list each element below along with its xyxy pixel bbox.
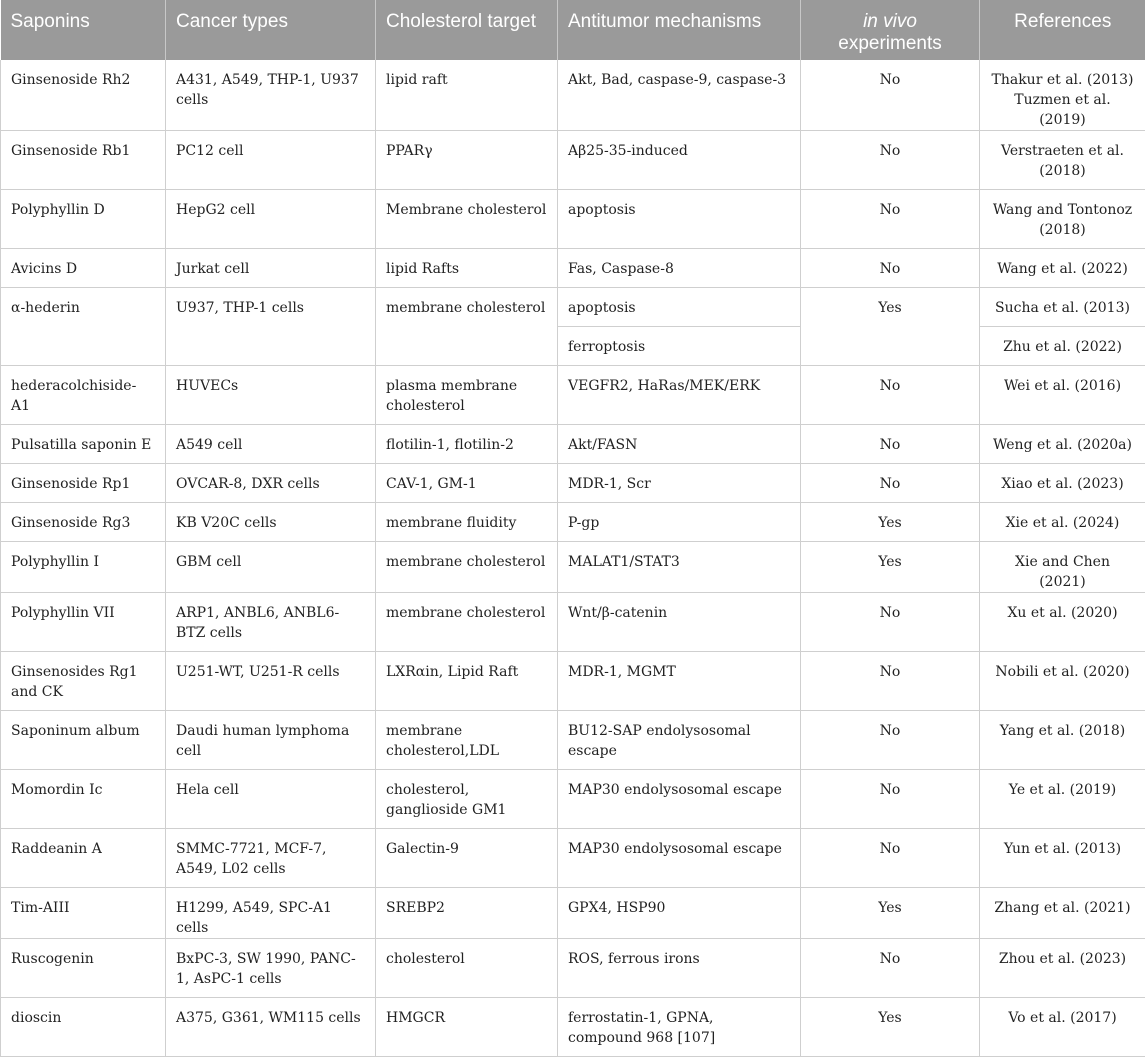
header-saponins: Saponins bbox=[1, 0, 166, 60]
cell-saponin: Ginsenoside Rp1 bbox=[1, 464, 166, 503]
cell-target: membrane cholesterol bbox=[376, 288, 558, 366]
header-in-vivo-italic: in vivo bbox=[863, 11, 917, 32]
cell-ref: Vo et al. (2017) bbox=[980, 998, 1145, 1057]
cell-cancer: BxPC-3, SW 1990, PANC-1, AsPC-1 cells bbox=[166, 939, 376, 998]
cell-saponin: Ginsenoside Rh2 bbox=[1, 60, 166, 131]
cell-cancer: GBM cell bbox=[166, 542, 376, 593]
cell-saponin: Ginsenosides Rg1 and CK bbox=[1, 652, 166, 711]
cell-cancer: Jurkat cell bbox=[166, 249, 376, 288]
cell-saponin: Pulsatilla saponin E bbox=[1, 425, 166, 464]
cell-saponin: Polyphyllin I bbox=[1, 542, 166, 593]
cell-mechanism: ferrostatin-1, GPNA, compound 968 [107] bbox=[558, 998, 801, 1057]
cell-mechanism: MAP30 endolysosomal escape bbox=[558, 829, 801, 888]
cell-target: membrane fluidity bbox=[376, 503, 558, 542]
cell-ref: Zhu et al. (2022) bbox=[980, 327, 1145, 366]
header-in-vivo bbox=[801, 0, 980, 60]
cell-mechanism: ROS, ferrous irons bbox=[558, 939, 801, 998]
cell-target: flotilin-1, flotilin-2 bbox=[376, 425, 558, 464]
cell-cancer: PC12 cell bbox=[166, 131, 376, 190]
cell-ref: Wang et al. (2022) bbox=[980, 249, 1145, 288]
cell-cancer: U937, THP-1 cells bbox=[166, 288, 376, 366]
table-row bbox=[1, 939, 1145, 998]
cell-target: PPARγ bbox=[376, 131, 558, 190]
table-row bbox=[1, 711, 1145, 770]
cell-mechanism: BU12-SAP endolysosomal escape bbox=[558, 711, 801, 770]
cell-in-vivo: Yes bbox=[801, 998, 980, 1057]
cell-in-vivo: No bbox=[801, 131, 980, 190]
cell-cancer: HepG2 cell bbox=[166, 190, 376, 249]
cell-ref: Zhang et al. (2021) bbox=[980, 888, 1145, 939]
cell-target: plasma membrane cholesterol bbox=[376, 366, 558, 425]
cell-mechanism: ferroptosis bbox=[558, 327, 801, 366]
header-antitumor-mechanisms: Antitumor mechanisms bbox=[558, 0, 801, 60]
cell-ref: Yun et al. (2013) bbox=[980, 829, 1145, 888]
cell-saponin: Avicins D bbox=[1, 249, 166, 288]
table-row bbox=[1, 829, 1145, 888]
cell-saponin: Tim-AIII bbox=[1, 888, 166, 939]
cell-in-vivo: No bbox=[801, 593, 980, 652]
cell-in-vivo: Yes bbox=[801, 503, 980, 542]
table-row bbox=[1, 366, 1145, 425]
cell-target: HMGCR bbox=[376, 998, 558, 1057]
cell-in-vivo: No bbox=[801, 711, 980, 770]
cell-ref: Sucha et al. (2013) bbox=[980, 288, 1145, 327]
cell-target: cholesterol bbox=[376, 939, 558, 998]
cell-ref: Verstraeten et al. (2018) bbox=[980, 131, 1145, 190]
cell-mechanism: Akt/FASN bbox=[558, 425, 801, 464]
cell-mechanism: apoptosis bbox=[558, 288, 801, 327]
cell-cancer: KB V20C cells bbox=[166, 503, 376, 542]
cell-mechanism: Akt, Bad, caspase-9, caspase-3 bbox=[558, 60, 801, 131]
cell-in-vivo: Yes bbox=[801, 288, 980, 366]
cell-in-vivo: No bbox=[801, 770, 980, 829]
cell-mechanism: Aβ25-35-induced bbox=[558, 131, 801, 190]
cell-saponin: α-hederin bbox=[1, 288, 166, 366]
cell-cancer: H1299, A549, SPC-A1 cells bbox=[166, 888, 376, 939]
cell-target: membrane cholesterol,LDL bbox=[376, 711, 558, 770]
table-row bbox=[1, 190, 1145, 249]
cell-ref: Weng et al. (2020a) bbox=[980, 425, 1145, 464]
cell-mechanism: MAP30 endolysosomal escape bbox=[558, 770, 801, 829]
cell-mechanism: P-gp bbox=[558, 503, 801, 542]
table-row bbox=[1, 652, 1145, 711]
cell-in-vivo: No bbox=[801, 190, 980, 249]
cell-in-vivo: No bbox=[801, 425, 980, 464]
cell-in-vivo: No bbox=[801, 249, 980, 288]
cell-mechanism: apoptosis bbox=[558, 190, 801, 249]
cell-ref: Yang et al. (2018) bbox=[980, 711, 1145, 770]
cell-cancer: A375, G361, WM115 cells bbox=[166, 998, 376, 1057]
cell-saponin: Ruscogenin bbox=[1, 939, 166, 998]
cell-in-vivo: No bbox=[801, 652, 980, 711]
cell-in-vivo: No bbox=[801, 939, 980, 998]
table-row bbox=[1, 542, 1145, 593]
cell-ref: Ye et al. (2019) bbox=[980, 770, 1145, 829]
cell-target: Membrane cholesterol bbox=[376, 190, 558, 249]
header-references: References bbox=[980, 0, 1145, 60]
cell-mechanism: Wnt/β-catenin bbox=[558, 593, 801, 652]
cell-cancer: ARP1, ANBL6, ANBL6-BTZ cells bbox=[166, 593, 376, 652]
cell-saponin: hederacolchiside-A1 bbox=[1, 366, 166, 425]
table-row bbox=[1, 593, 1145, 652]
cell-target: CAV-1, GM-1 bbox=[376, 464, 558, 503]
header-in-vivo-experiments: experiments bbox=[838, 33, 942, 54]
table-row bbox=[1, 503, 1145, 542]
cell-ref: Wang and Tontonoz (2018) bbox=[980, 190, 1145, 249]
cell-cancer: OVCAR-8, DXR cells bbox=[166, 464, 376, 503]
table-row bbox=[1, 249, 1145, 288]
cell-saponin: Polyphyllin VII bbox=[1, 593, 166, 652]
cell-cancer: SMMC-7721, MCF-7, A549, L02 cells bbox=[166, 829, 376, 888]
cell-saponin: Ginsenoside Rg3 bbox=[1, 503, 166, 542]
table-row bbox=[1, 60, 1145, 131]
cell-target: lipid Rafts bbox=[376, 249, 558, 288]
cell-saponin: Polyphyllin D bbox=[1, 190, 166, 249]
cell-mechanism: MALAT1/STAT3 bbox=[558, 542, 801, 593]
table-row bbox=[1, 998, 1145, 1057]
table-row bbox=[1, 888, 1145, 939]
cell-cancer: U251-WT, U251-R cells bbox=[166, 652, 376, 711]
cell-in-vivo: No bbox=[801, 60, 980, 131]
cell-ref: Xie and Chen (2021) bbox=[980, 542, 1145, 593]
cell-mechanism: VEGFR2, HaRas/MEK/ERK bbox=[558, 366, 801, 425]
table-row bbox=[1, 770, 1145, 829]
header-cholesterol-target: Cholesterol target bbox=[376, 0, 558, 60]
cell-ref: Xiao et al. (2023) bbox=[980, 464, 1145, 503]
cell-target: LXRαin, Lipid Raft bbox=[376, 652, 558, 711]
cell-ref: Wei et al. (2016) bbox=[980, 366, 1145, 425]
table-row bbox=[1, 131, 1145, 190]
cell-in-vivo: No bbox=[801, 829, 980, 888]
cell-target: cholesterol, ganglioside GM1 bbox=[376, 770, 558, 829]
cell-target: SREBP2 bbox=[376, 888, 558, 939]
cell-in-vivo: No bbox=[801, 366, 980, 425]
cell-mechanism: Fas, Caspase-8 bbox=[558, 249, 801, 288]
cell-cancer: Hela cell bbox=[166, 770, 376, 829]
cell-ref: Nobili et al. (2020) bbox=[980, 652, 1145, 711]
cell-cancer: A549 cell bbox=[166, 425, 376, 464]
cell-in-vivo: Yes bbox=[801, 542, 980, 593]
cell-ref: Zhou et al. (2023) bbox=[980, 939, 1145, 998]
header-cancer-types: Cancer types bbox=[166, 0, 376, 60]
cell-target: Galectin-9 bbox=[376, 829, 558, 888]
cell-target: membrane cholesterol bbox=[376, 542, 558, 593]
table-row bbox=[1, 464, 1145, 503]
cell-target: membrane cholesterol bbox=[376, 593, 558, 652]
cell-saponin: Saponinum album bbox=[1, 711, 166, 770]
cell-ref: Xie et al. (2024) bbox=[980, 503, 1145, 542]
cell-mechanism: MDR-1, Scr bbox=[558, 464, 801, 503]
cell-saponin: dioscin bbox=[1, 998, 166, 1057]
cell-in-vivo: No bbox=[801, 464, 980, 503]
header-row bbox=[1, 0, 1145, 60]
cell-mechanism: GPX4, HSP90 bbox=[558, 888, 801, 939]
cell-saponin: Momordin Ic bbox=[1, 770, 166, 829]
table-row bbox=[1, 288, 1145, 327]
cell-cancer: A431, A549, THP-1, U937 cells bbox=[166, 60, 376, 131]
cell-cancer: HUVECs bbox=[166, 366, 376, 425]
cell-mechanism: MDR-1, MGMT bbox=[558, 652, 801, 711]
cell-in-vivo: Yes bbox=[801, 888, 980, 939]
table-row bbox=[1, 425, 1145, 464]
cell-saponin: Raddeanin A bbox=[1, 829, 166, 888]
cell-ref: Thakur et al. (2013) Tuzmen et al. (2019) bbox=[980, 60, 1145, 131]
cell-cancer: Daudi human lymphoma cell bbox=[166, 711, 376, 770]
cell-ref: Xu et al. (2020) bbox=[980, 593, 1145, 652]
cell-target: lipid raft bbox=[376, 60, 558, 131]
cell-saponin: Ginsenoside Rb1 bbox=[1, 131, 166, 190]
